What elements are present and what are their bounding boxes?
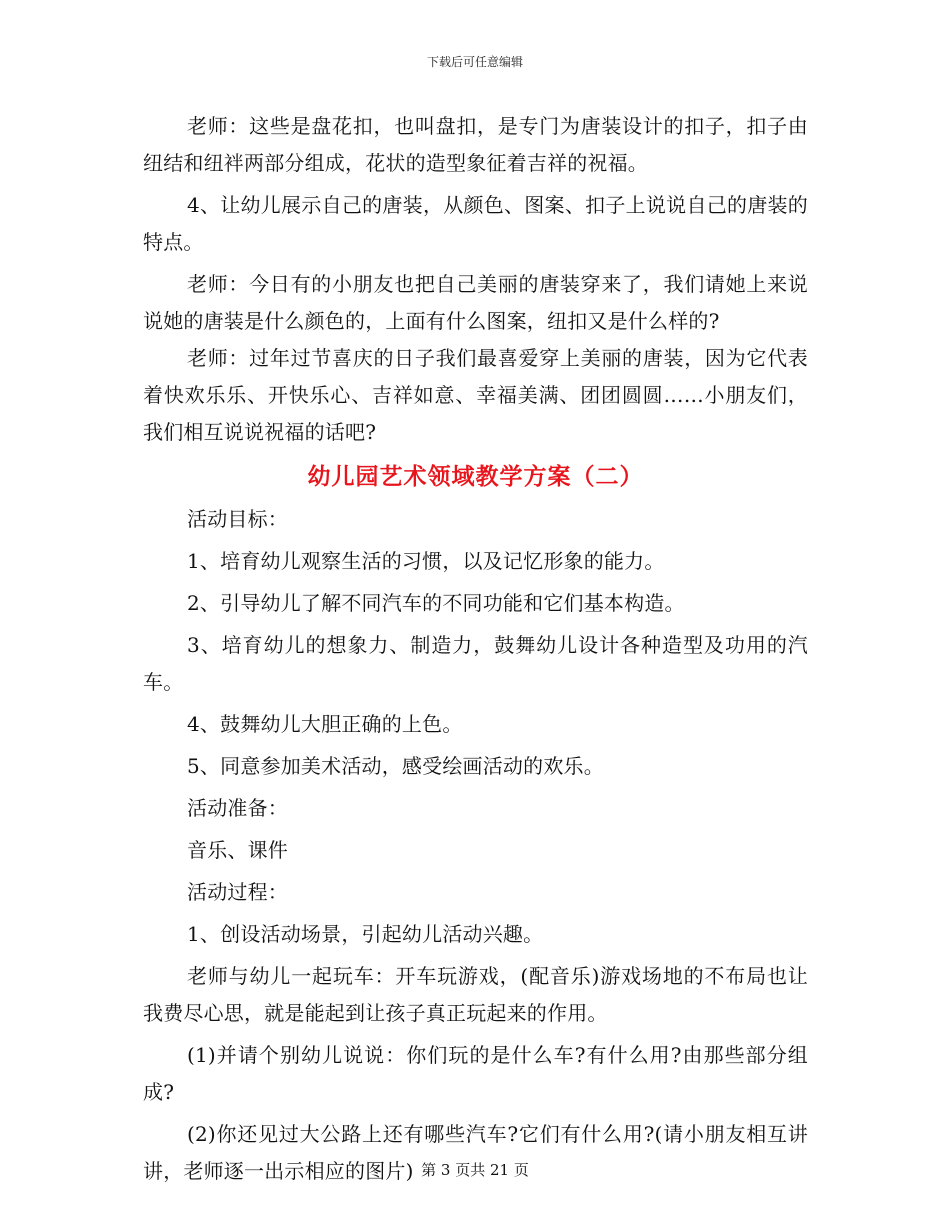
paragraph-teacher-play-cars: 老师与幼儿一起玩车：开车玩游戏，(配音乐)游戏场地的不布局也让我费尽心思，就是能起到让孩子真正玩起来的作用。 (143, 964, 808, 1025)
paragraph-preparation-heading: 活动准备： (187, 796, 288, 820)
paragraph-step-4-show-tangzhuang: 4、让幼儿展示自己的唐装，从颜色、图案、扣子上说说自己的唐装的特点。 (143, 193, 808, 254)
paragraph-sub-step-1: (1)并请个别幼儿说说：你们玩的是什么车?有什么用?由那些部分组成? (143, 1043, 808, 1104)
paragraph-goal-3: 3、培育幼儿的想象力、制造力，鼓舞幼儿设计各种造型及功用的汽车。 (143, 633, 808, 694)
document-body (143, 108, 808, 1190)
section-title: 幼儿园艺术领域教学方案（二） (307, 463, 644, 490)
paragraph-sub-step-2: (2)你还见过大公路上还有哪些汽车?它们有什么用?(请小朋友相互讲讲，老师逐一出示相应的图片) (143, 1122, 808, 1183)
paragraph-teacher-children-wear: 老师：今日有的小朋友也把自己美丽的唐装穿来了，我们请她上来说说她的唐装是什么颜色的，上面有什么图案，纽扣又是什么样的? (143, 272, 808, 333)
paragraph-activity-goals-heading: 活动目标： (187, 507, 288, 531)
paragraph-goal-4: 4、鼓舞幼儿大胆正确的上色。 (187, 712, 463, 736)
page-header: 下载后可任意编辑 (426, 55, 523, 69)
page-footer: 第 3 页共 21 页 (421, 1161, 529, 1179)
paragraph-teacher-pankou: 老师：这些是盘花扣，也叫盘扣，是专门为唐装设计的扣子，扣子由纽结和纽袢两部分组成，花状的造型象征着吉祥的祝福。 (143, 114, 808, 175)
paragraph-process-heading: 活动过程： (187, 880, 288, 904)
paragraph-teacher-festival: 老师：过年过节喜庆的日子我们最喜爱穿上美丽的唐装，因为它代表着快欢乐乐、开快乐心、吉祥如意、幸福美满、团团圆圆……小朋友们，我们相互说说祝福的话吧? (143, 346, 808, 444)
paragraph-goal-2: 2、引导幼儿了解不同汽车的不同功能和它们基本构造。 (187, 591, 685, 615)
paragraph-goal-1: 1、培育幼儿观察生活的习惯，以及记忆形象的能力。 (187, 549, 665, 573)
paragraph-preparation-items: 音乐、课件 (187, 838, 288, 862)
paragraph-goal-5: 5、同意参加美术活动，感受绘画活动的欢乐。 (187, 754, 604, 778)
paragraph-process-step-1: 1、创设活动场景，引起幼儿活动兴趣。 (187, 922, 544, 946)
